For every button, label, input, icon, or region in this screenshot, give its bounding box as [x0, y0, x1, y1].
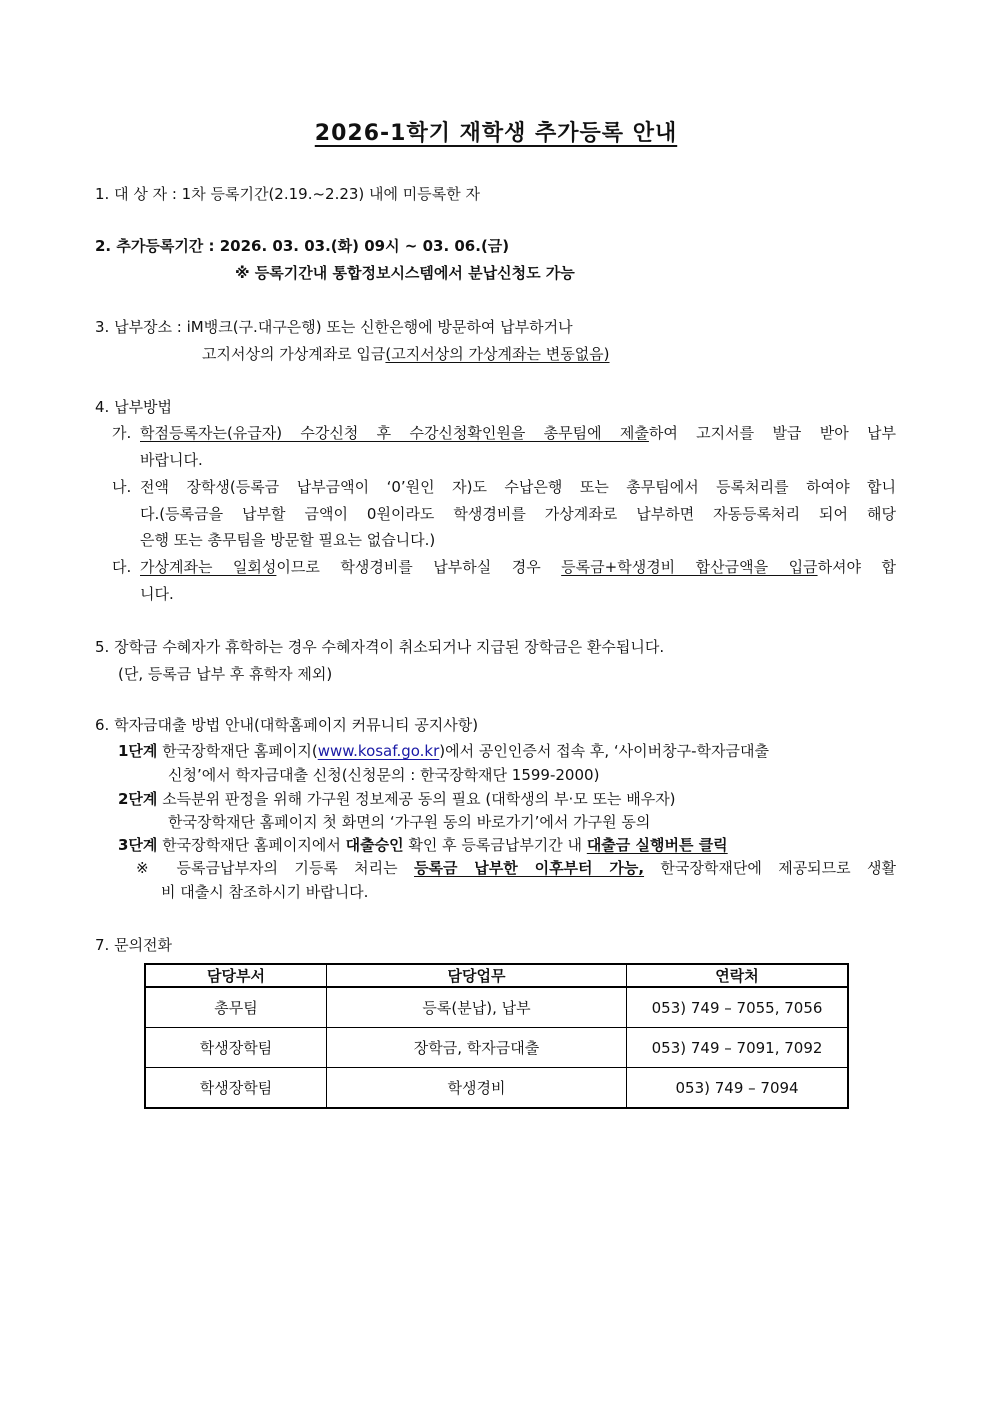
- step-2-line2: 한국장학재단 홈페이지 첫 화면의 ‘가구원 동의 바로가기’에서 가구원 동의: [168, 813, 651, 831]
- section-4-heading: 4. 납부방법: [95, 398, 173, 416]
- section-3-line2: [202, 343, 610, 364]
- note-text-a: ※ 등록금납부자의 기등록 처리는: [136, 859, 414, 877]
- item-na-line1: 전액 장학생(등록금 납부금액이 ‘0’원인 자)도 수납은행 또는 총무팀에서 등록처리를 하여야 합니: [140, 478, 896, 496]
- step-2-text: 소득분위 판정을 위해 가구원 정보제공 동의 필요 (대학생의 부·모 또는 배우자): [157, 790, 676, 808]
- note-emphasis: 등록금 납부한 이후부터 가능,: [414, 859, 645, 877]
- step-3-text-c: 확인 후 등록금납부기간 내: [403, 836, 587, 854]
- section-6-note-line1: [136, 857, 896, 878]
- table-cell-department: 학생장학팀: [145, 1028, 326, 1068]
- item-ga-rest: 하여 고지서를 발급 받아 납부: [648, 424, 896, 442]
- item-ga-underlined: 학점등록자는(유급자) 수강신청 후 수강신청확인원을 총무팀에 제출: [140, 424, 649, 442]
- step-3-loan-approval: 대출승인: [345, 836, 404, 854]
- step-2-label: 2단계: [118, 790, 158, 808]
- item-ga-line2: 바랍니다.: [140, 451, 203, 469]
- section-5-line1: 5. 장학금 수혜자가 휴학하는 경우 수혜자격이 취소되거나 지급된 장학금은 환수됩니다.: [95, 638, 665, 656]
- section-3-place: 3. 납부장소 : iM뱅크(구.대구은행) 또는 신한은행에 방문하여 납부하거나: [95, 318, 573, 336]
- table-row: [145, 1028, 848, 1068]
- page-title: 2026-1학기 재학생 추가등록 안내: [314, 121, 678, 146]
- table-cell-department: 총무팀: [145, 987, 326, 1028]
- table-header-row: [145, 964, 848, 987]
- section-7-heading: 7. 문의전화: [95, 936, 173, 954]
- contact-table: [144, 963, 849, 1109]
- item-da-end: 하셔야 합: [817, 558, 896, 576]
- step-1-text-a: 한국장학재단 홈페이지(: [157, 742, 318, 760]
- table-row: [145, 987, 848, 1028]
- item-da-line2: 니다.: [140, 585, 174, 603]
- table-cell-contact: 053) 749 – 7091, 7092: [627, 1028, 848, 1068]
- step-1-line2: 신청’에서 학자금대출 신청(신청문의 : 한국장학재단 1599-2000): [168, 766, 600, 784]
- step-2-line1: [118, 788, 676, 809]
- step-3-label: 3단계: [118, 836, 158, 854]
- column-header-duty: 담당업무: [326, 964, 626, 987]
- section-5-line2: (단, 등록금 납부 후 휴학자 제외): [118, 665, 333, 683]
- section-6-note-line2: 비 대출시 참조하시기 바랍니다.: [161, 883, 369, 901]
- item-da-line1: [140, 556, 896, 577]
- table-cell-duty: 장학금, 학자금대출: [326, 1028, 626, 1068]
- table-cell-duty: 등록(분납), 납부: [326, 987, 626, 1028]
- item-na-marker: 나.: [112, 478, 132, 496]
- step-3-text-a: 한국장학재단 홈페이지에서: [157, 836, 346, 854]
- section-3-deposit-text: 고지서상의 가상계좌로 입금: [202, 345, 386, 363]
- section-1-target: 1. 대 상 자 : 1차 등록기간(2.19.~2.23) 내에 미등록한 자: [95, 185, 481, 203]
- step-1-line1: [118, 740, 769, 761]
- section-2-period: 2. 추가등록기간 : 2026. 03. 03.(화) 09시 ~ 03. 06.(금): [95, 237, 510, 255]
- step-3-line: [118, 834, 728, 855]
- step-1-label: 1단계: [118, 742, 158, 760]
- note-text-c: 한국장학재단에 제공되므로 생활: [644, 859, 897, 877]
- item-na-line3: 은행 또는 총무팀을 방문할 필요는 없습니다.): [140, 531, 436, 549]
- table-cell-contact: 053) 749 – 7094: [627, 1068, 848, 1109]
- item-ga-line1: [140, 422, 896, 443]
- section-3-account-note: (고지서상의 가상계좌는 변동없음): [385, 345, 610, 363]
- table-row: [145, 1068, 848, 1109]
- column-header-department: 담당부서: [145, 964, 326, 987]
- table-cell-duty: 학생경비: [326, 1068, 626, 1109]
- section-6-heading: 6. 학자금대출 방법 안내(대학홈페이지 커뮤니티 공지사항): [95, 716, 479, 734]
- item-da-marker: 다.: [112, 558, 132, 576]
- kosaf-link[interactable]: www.kosaf.go.kr: [317, 742, 440, 760]
- item-da-underlined-1: 가상계좌는 일회성: [140, 558, 277, 576]
- item-ga-marker: 가.: [112, 424, 132, 442]
- item-da-mid: 이므로 학생경비를 납부하실 경우: [276, 558, 562, 576]
- step-3-execute-button-note: 대출금 실행버튼 클릭: [586, 836, 728, 854]
- table-cell-department: 학생장학팀: [145, 1068, 326, 1109]
- item-na-line2: 다.(등록금을 납부할 금액이 0원이라도 학생경비를 가상계좌로 납부하면 자동등록처리 되어 해당: [140, 505, 896, 523]
- column-header-contact: 연락처: [627, 964, 848, 987]
- item-da-underlined-2: 등록금+학생경비 합산금액을 입금: [561, 558, 818, 576]
- section-2-note: ※ 등록기간내 통합정보시스템에서 분납신청도 가능: [235, 264, 575, 282]
- step-1-text-b: )에서 공인인증서 접속 후, ‘사이버창구-학자금대출: [439, 742, 769, 760]
- table-cell-contact: 053) 749 – 7055, 7056: [627, 987, 848, 1028]
